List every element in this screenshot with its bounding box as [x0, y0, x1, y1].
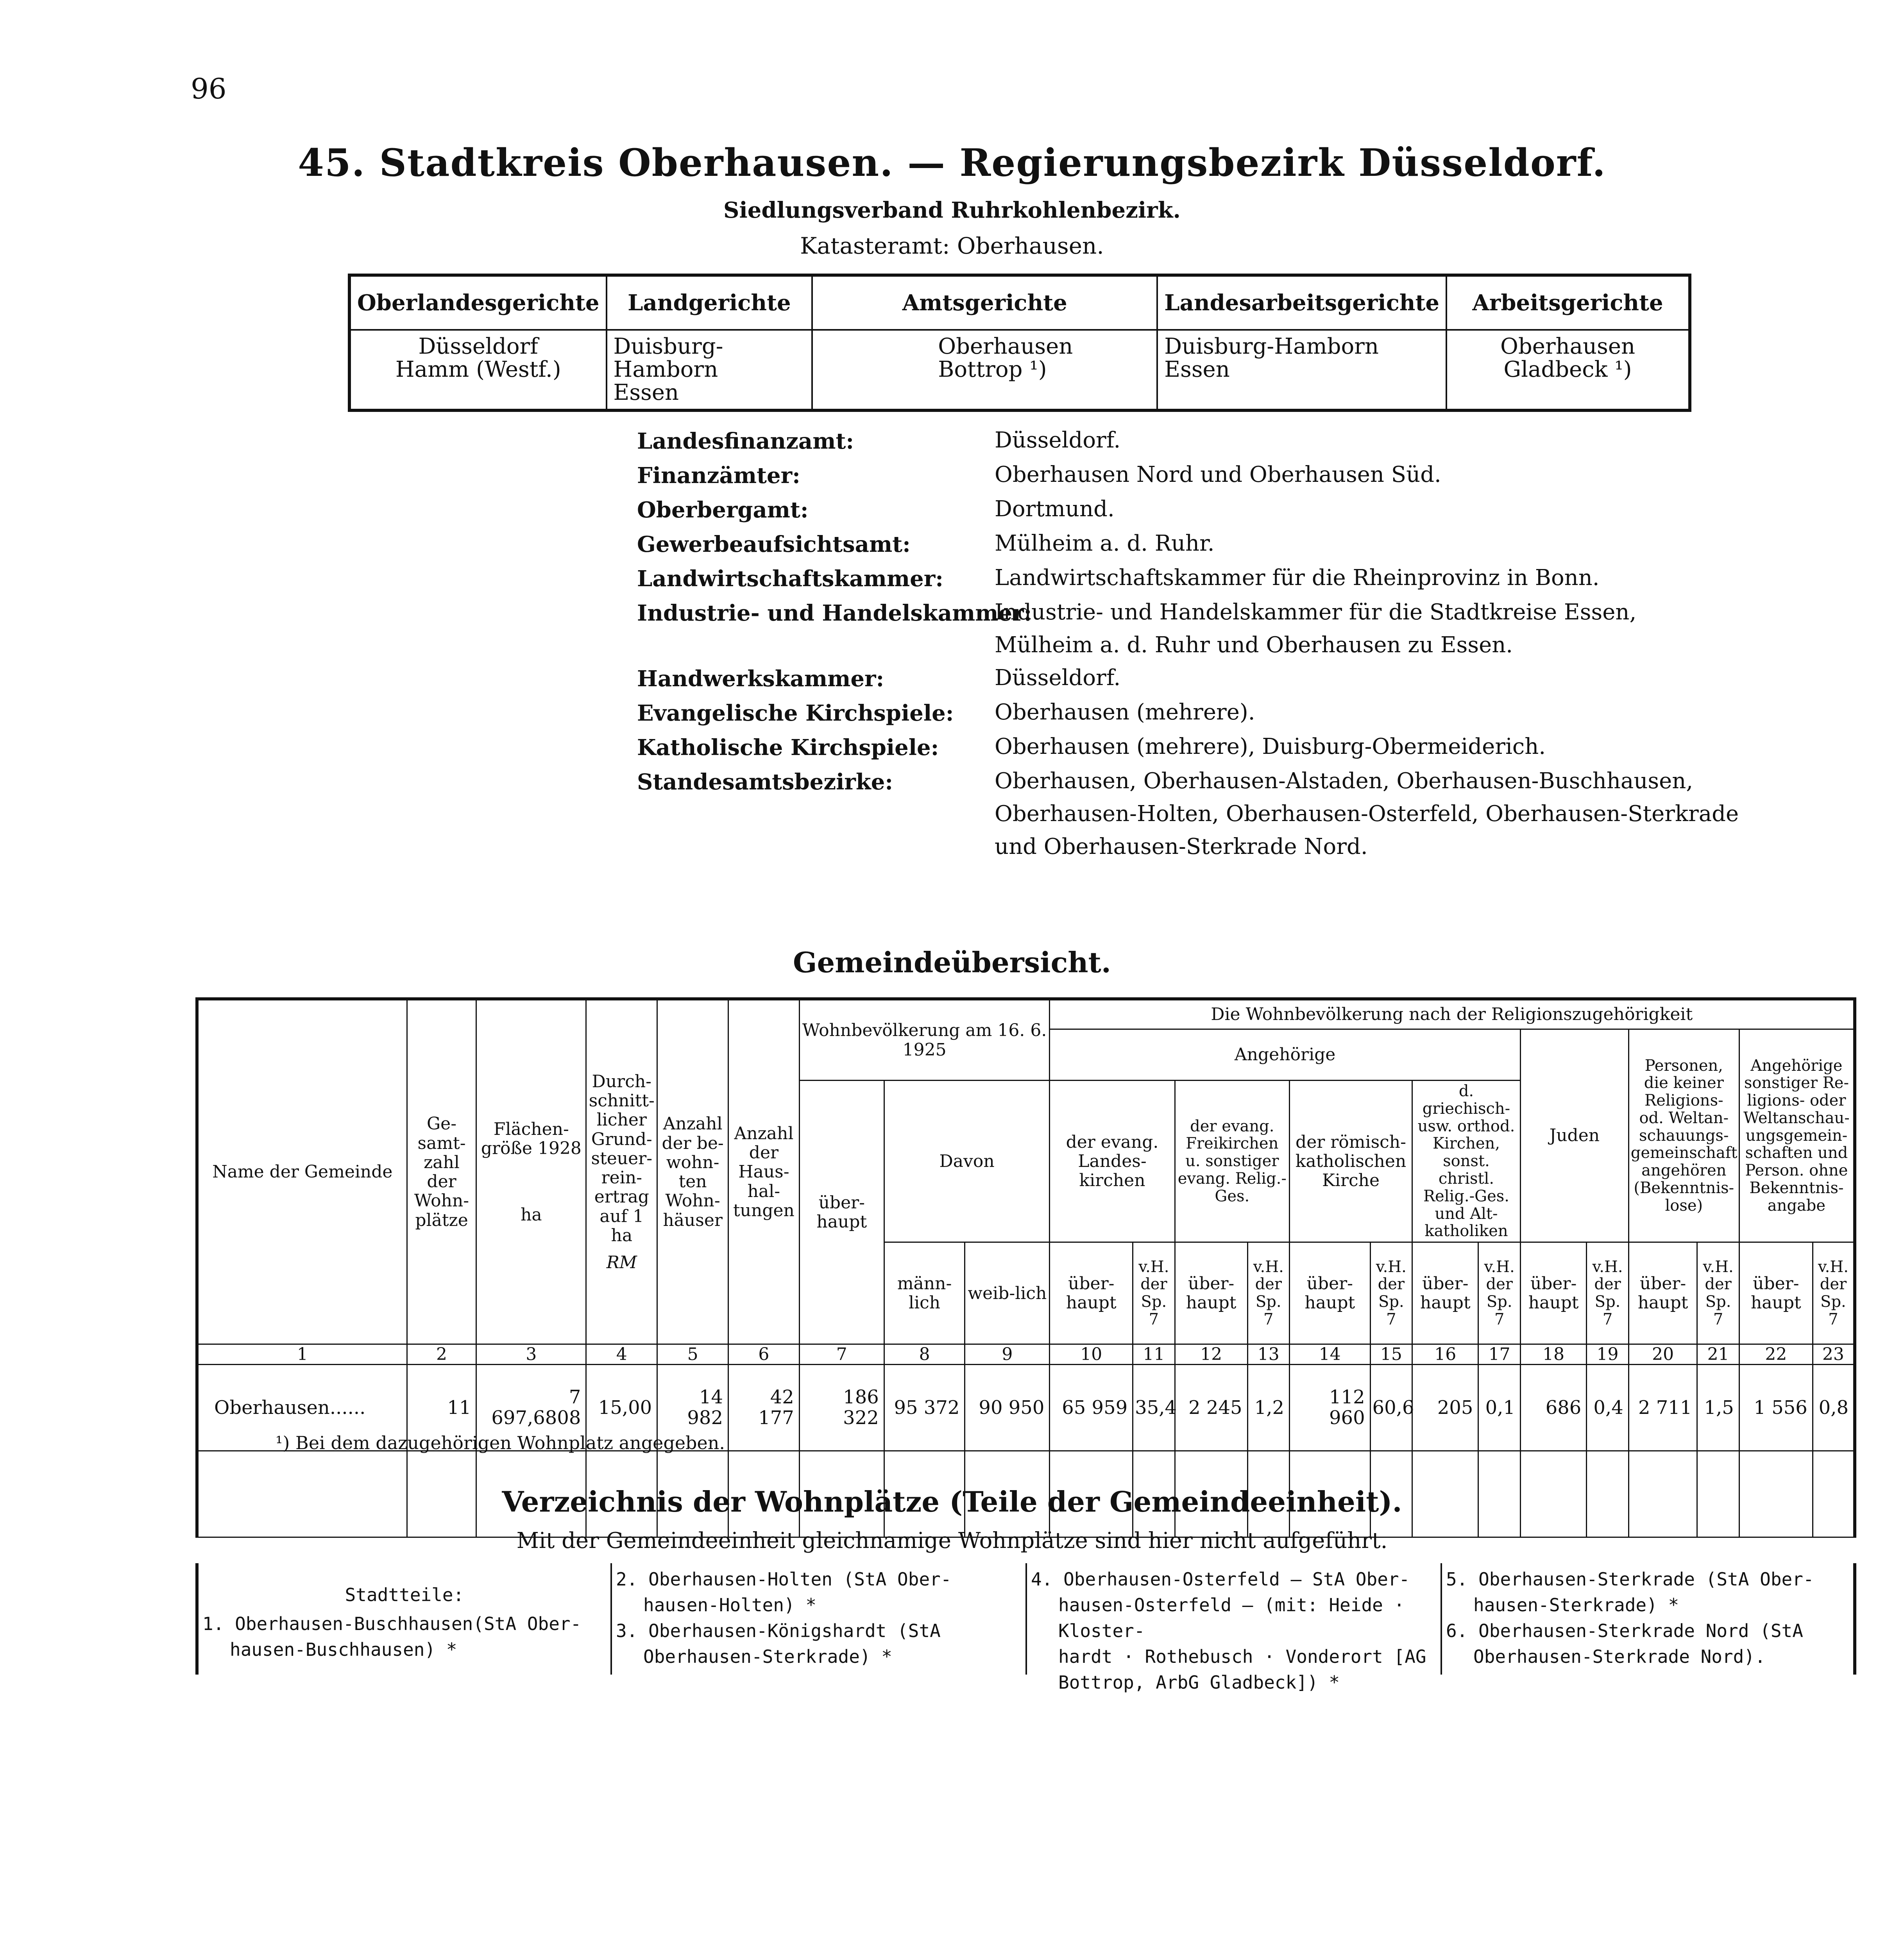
court-header: Oberlandesgerichte — [349, 275, 607, 330]
column-number: 4 — [586, 1344, 657, 1365]
court-cell — [1446, 330, 1690, 410]
court-cell — [1157, 330, 1446, 410]
authority-row — [637, 765, 1739, 863]
cell-value: 14 982 — [657, 1365, 728, 1451]
authority-row — [637, 696, 1739, 730]
authority-row — [637, 458, 1739, 493]
sub-vh: v.H. der Sp. 7 — [1478, 1242, 1520, 1344]
sub-ueberhaupt: über-haupt — [1628, 1242, 1697, 1344]
sub-vh: v.H. der Sp. 7 — [1370, 1242, 1412, 1344]
column-number: 13 — [1247, 1344, 1289, 1365]
header-weiblich: weib-lich — [965, 1242, 1050, 1344]
place-line: hausen-Osterfeld — (mit: Heide · Kloster- — [1058, 1594, 1405, 1641]
places-subtitle: Mit der Gemeindeeinheit gleichnamige Wohnplätze sind hier nicht aufgeführt. — [516, 1528, 1388, 1553]
court-header: Amtsgerichte — [812, 275, 1157, 330]
authority-label: Gewerbeaufsichtsamt: — [637, 531, 911, 557]
header-flaeche — [476, 999, 586, 1344]
places-list — [195, 1563, 1856, 1693]
authority-value: Düsseldorf. — [995, 665, 1121, 691]
authority-value: Landwirtschaftskammer für die Rheinprovinz in Bonn. — [995, 565, 1600, 590]
column-number: 17 — [1478, 1344, 1520, 1365]
header-ev-frei: der evang. Freikirchen u. sonstiger evang. Relig.-Ges. — [1175, 1081, 1289, 1242]
column-number: 21 — [1697, 1344, 1739, 1365]
authority-value: Oberhausen (mehrere), Duisburg-Obermeiderich. — [995, 734, 1546, 759]
place-line: 1. Oberhausen-Buschhausen(StA Ober- — [202, 1613, 582, 1634]
header-name: Name der Gemeinde — [197, 999, 407, 1344]
place-line: Bottrop, ArbG Gladbeck]) * — [1058, 1672, 1340, 1693]
place-line: 5. Oberhausen-Sterkrade (StA Ober- — [1446, 1569, 1814, 1590]
authority-label: Industrie- und Handelskammer: — [637, 600, 1032, 626]
sub-ueberhaupt: über-haupt — [1739, 1242, 1813, 1344]
header-griech: d. griechisch-usw. orthod. Kirchen, sonst. christl. Relig.-Ges. und Alt-katholiken — [1412, 1081, 1521, 1242]
place-line: hardt · Rothebusch · Vonderort [AG — [1058, 1646, 1426, 1667]
court-value: Essen — [613, 379, 679, 405]
authority-value: Oberhausen (mehrere). — [995, 700, 1255, 725]
place-line: Oberhausen-Sterkrade Nord). — [1473, 1646, 1766, 1667]
place-line: 4. Oberhausen-Osterfeld — StA Ober- — [1031, 1569, 1410, 1590]
cell-value: 686 — [1520, 1365, 1586, 1451]
authority-row — [637, 527, 1739, 562]
header-sonstige: Angehörige sonstiger Re-ligions- oder Weltanschau-ungsgemein-schaften und Person. ohne Bekenntnis-angabe — [1739, 1029, 1855, 1242]
column-number: 7 — [799, 1344, 884, 1365]
header-davon: Davon — [884, 1081, 1050, 1242]
header-angehoerige: Angehörige — [1050, 1029, 1521, 1081]
column-number: 14 — [1290, 1344, 1371, 1365]
court-value: Oberhausen — [1500, 334, 1636, 359]
header-keine-religion: Personen, die keiner Religions- od. Weltan-schauungs-gemeinschaft angehören (Bekenntnis-lose) — [1628, 1029, 1739, 1242]
header-grundsteuer-label: Durch-schnitt-licher Grund-steuer-rein-ertrag auf 1 ha — [589, 1071, 655, 1245]
authority-value: Mülheim a. d. Ruhr. — [995, 531, 1215, 556]
cell-value: 2 245 — [1175, 1365, 1247, 1451]
column-number: 6 — [728, 1344, 800, 1365]
court-header: Landgerichte — [607, 275, 812, 330]
cell-value: 186 322 — [799, 1365, 884, 1451]
cell-value: 1,2 — [1247, 1365, 1289, 1451]
cell-value: 0,8 — [1813, 1365, 1855, 1451]
header-roem-kath: der römisch-katholischen Kirche — [1290, 1081, 1412, 1242]
sub-ueberhaupt: über-haupt — [1050, 1242, 1133, 1344]
cell-value: 15,00 — [586, 1365, 657, 1451]
authority-row — [637, 596, 1739, 662]
authority-row — [637, 424, 1739, 458]
court-value: Hamm (Westf.) — [395, 356, 561, 382]
cell-value: 11 — [407, 1365, 476, 1451]
court-header: Arbeitsgerichte — [1446, 275, 1690, 330]
court-value: Essen — [1164, 356, 1230, 382]
header-ev-landes: der evang. Landes-kirchen — [1050, 1081, 1175, 1242]
column-number: 10 — [1050, 1344, 1133, 1365]
place-line: hausen-Sterkrade) * — [1473, 1594, 1679, 1616]
cell-value: 0,1 — [1478, 1365, 1520, 1451]
authority-label: Evangelische Kirchspiele: — [637, 700, 954, 726]
authority-row — [637, 730, 1739, 765]
authority-label: Landesfinanzamt: — [637, 428, 854, 454]
authority-row — [637, 562, 1739, 596]
authority-label: Oberbergamt: — [637, 497, 809, 523]
court-value: Bottrop ¹) — [938, 356, 1047, 382]
sub-vh: v.H. der Sp. 7 — [1813, 1242, 1855, 1344]
court-value: Düsseldorf — [418, 334, 539, 359]
court-header: Landesarbeitsgerichte — [1157, 275, 1446, 330]
cell-value: 1 556 — [1739, 1365, 1813, 1451]
cell-value: 60,6 — [1370, 1365, 1412, 1451]
column-number: 22 — [1739, 1344, 1813, 1365]
authority-label: Standesamtsbezirke: — [637, 769, 893, 795]
cell-value: 205 — [1412, 1365, 1478, 1451]
header-religion: Die Wohnbevölkerung nach der Religionszugehörigkeit — [1050, 999, 1855, 1029]
column-number: 8 — [884, 1344, 965, 1365]
stadtteile-label: Stadtteile: — [345, 1584, 464, 1605]
court-cell — [349, 330, 607, 410]
overview-title: Gemeindeübersicht. — [793, 946, 1111, 979]
place-line: 2. Oberhausen-Holten (StA Ober- — [616, 1569, 952, 1590]
column-number: 19 — [1587, 1344, 1628, 1365]
column-number: 5 — [657, 1344, 728, 1365]
court-value: Gladbeck ¹) — [1503, 356, 1632, 382]
cell-value: 95 372 — [884, 1365, 965, 1451]
header-wohnplaetze: Ge-samt-zahl der Wohn-plätze — [407, 999, 476, 1344]
places-title: Verzeichnis der Wohnplätze (Teile der Gemeindeeinheit). — [502, 1485, 1402, 1518]
court-cell — [812, 330, 1157, 410]
cell-value: 2 711 — [1628, 1365, 1697, 1451]
sub-vh: v.H. der Sp. 7 — [1247, 1242, 1289, 1344]
sub-ueberhaupt: über-haupt — [1290, 1242, 1371, 1344]
place-line: hausen-Buschhausen) * — [230, 1639, 457, 1660]
places-column — [610, 1563, 1025, 1675]
authority-value: Oberhausen Nord und Oberhausen Süd. — [995, 462, 1441, 487]
cell-value: 0,4 — [1587, 1365, 1628, 1451]
header-grundsteuer — [586, 999, 657, 1344]
column-number: 16 — [1412, 1344, 1478, 1365]
kataster-line: Katasteramt: Oberhausen. — [800, 233, 1104, 259]
authority-value: Industrie- und Handelskammer für die Stadtkreise Essen, Mülheim a. d. Ruhr und Oberhausen zu Essen. — [995, 599, 1637, 658]
column-number: 23 — [1813, 1344, 1855, 1365]
sub-vh: v.H. der Sp. 7 — [1133, 1242, 1175, 1344]
place-line: 3. Oberhausen-Königshardt (StA — [616, 1620, 941, 1641]
cell-value: 65 959 — [1050, 1365, 1133, 1451]
sub-vh: v.H. der Sp. 7 — [1587, 1242, 1628, 1344]
header-haeuser: Anzahl der be-wohn-ten Wohn-häuser — [657, 999, 728, 1344]
court-value: Duisburg-Hamborn — [1164, 334, 1379, 359]
places-column — [195, 1563, 610, 1675]
column-number: 1 — [197, 1344, 407, 1365]
header-haushaltungen: Anzahl der Haus-hal-tungen — [728, 999, 800, 1344]
court-value: Duisburg-Hamborn — [613, 334, 723, 382]
authority-value: Oberhausen, Oberhausen-Alstaden, Oberhausen-Buschhausen, Oberhausen-Holten, Oberhausen-Osterfeld, Oberhausen-Sterkrade und Oberhausen-Sterkrade Nord. — [995, 768, 1739, 859]
authority-row — [637, 493, 1739, 527]
header-flaeche-unit: ha — [521, 1204, 542, 1225]
page-number: 96 — [191, 72, 227, 105]
place-line: 6. Oberhausen-Sterkrade Nord (StA — [1446, 1620, 1803, 1641]
header-wohnbevoelkerung: Wohnbevölkerung am 16. 6. 1925 — [799, 999, 1050, 1081]
cell-value: 112 960 — [1290, 1365, 1371, 1451]
column-number: 12 — [1175, 1344, 1247, 1365]
header-juden: Juden — [1520, 1029, 1628, 1242]
column-number: 3 — [476, 1344, 586, 1365]
courts-table — [348, 274, 1691, 412]
cell-value: 35,4 — [1133, 1365, 1175, 1451]
sub-vh: v.H. der Sp. 7 — [1697, 1242, 1739, 1344]
cell-value: 1,5 — [1697, 1365, 1739, 1451]
place-line: Oberhausen-Sterkrade) * — [643, 1646, 892, 1667]
page-title: 45. Stadtkreis Oberhausen. — Regierungsbezirk Düsseldorf. — [298, 141, 1606, 185]
column-number: 18 — [1520, 1344, 1586, 1365]
column-number: 11 — [1133, 1344, 1175, 1365]
column-number: 15 — [1370, 1344, 1412, 1365]
authority-label: Landwirtschaftskammer: — [637, 566, 943, 592]
cell-value: 90 950 — [965, 1365, 1050, 1451]
header-ueberhaupt: über-haupt — [799, 1081, 884, 1344]
column-number: 9 — [965, 1344, 1050, 1365]
authority-value: Dortmund. — [995, 496, 1115, 522]
cell-name: Oberhausen...... — [197, 1365, 407, 1451]
page-subtitle: Siedlungsverband Ruhrkohlenbezirk. — [723, 197, 1181, 223]
cell-value: 7 697,6808 — [476, 1365, 586, 1451]
cell-value: 42 177 — [728, 1365, 800, 1451]
places-column — [1025, 1563, 1441, 1693]
places-column — [1441, 1563, 1856, 1675]
column-number: 20 — [1628, 1344, 1697, 1365]
place-line: hausen-Holten) * — [643, 1594, 817, 1616]
sub-ueberhaupt: über-haupt — [1412, 1242, 1478, 1344]
footnote: ¹) Bei dem dazugehörigen Wohnplatz angegeben. — [276, 1432, 725, 1453]
authorities-list — [637, 424, 1739, 863]
header-grundsteuer-unit: RM — [606, 1253, 637, 1273]
sub-ueberhaupt: über-haupt — [1175, 1242, 1247, 1344]
authority-row — [637, 662, 1739, 696]
court-value: Oberhausen — [938, 334, 1073, 359]
overview-table — [195, 997, 1856, 1538]
authority-label: Finanzämter: — [637, 463, 800, 488]
authority-value: Düsseldorf. — [995, 428, 1121, 453]
header-maennlich: männ-lich — [884, 1242, 965, 1344]
authority-label: Handwerkskammer: — [637, 666, 884, 692]
header-flaeche-label: Flächen-größe 1928 — [481, 1119, 582, 1159]
court-cell — [607, 330, 812, 410]
column-number: 2 — [407, 1344, 476, 1365]
authority-label: Katholische Kirchspiele: — [637, 735, 939, 760]
sub-ueberhaupt: über-haupt — [1520, 1242, 1586, 1344]
